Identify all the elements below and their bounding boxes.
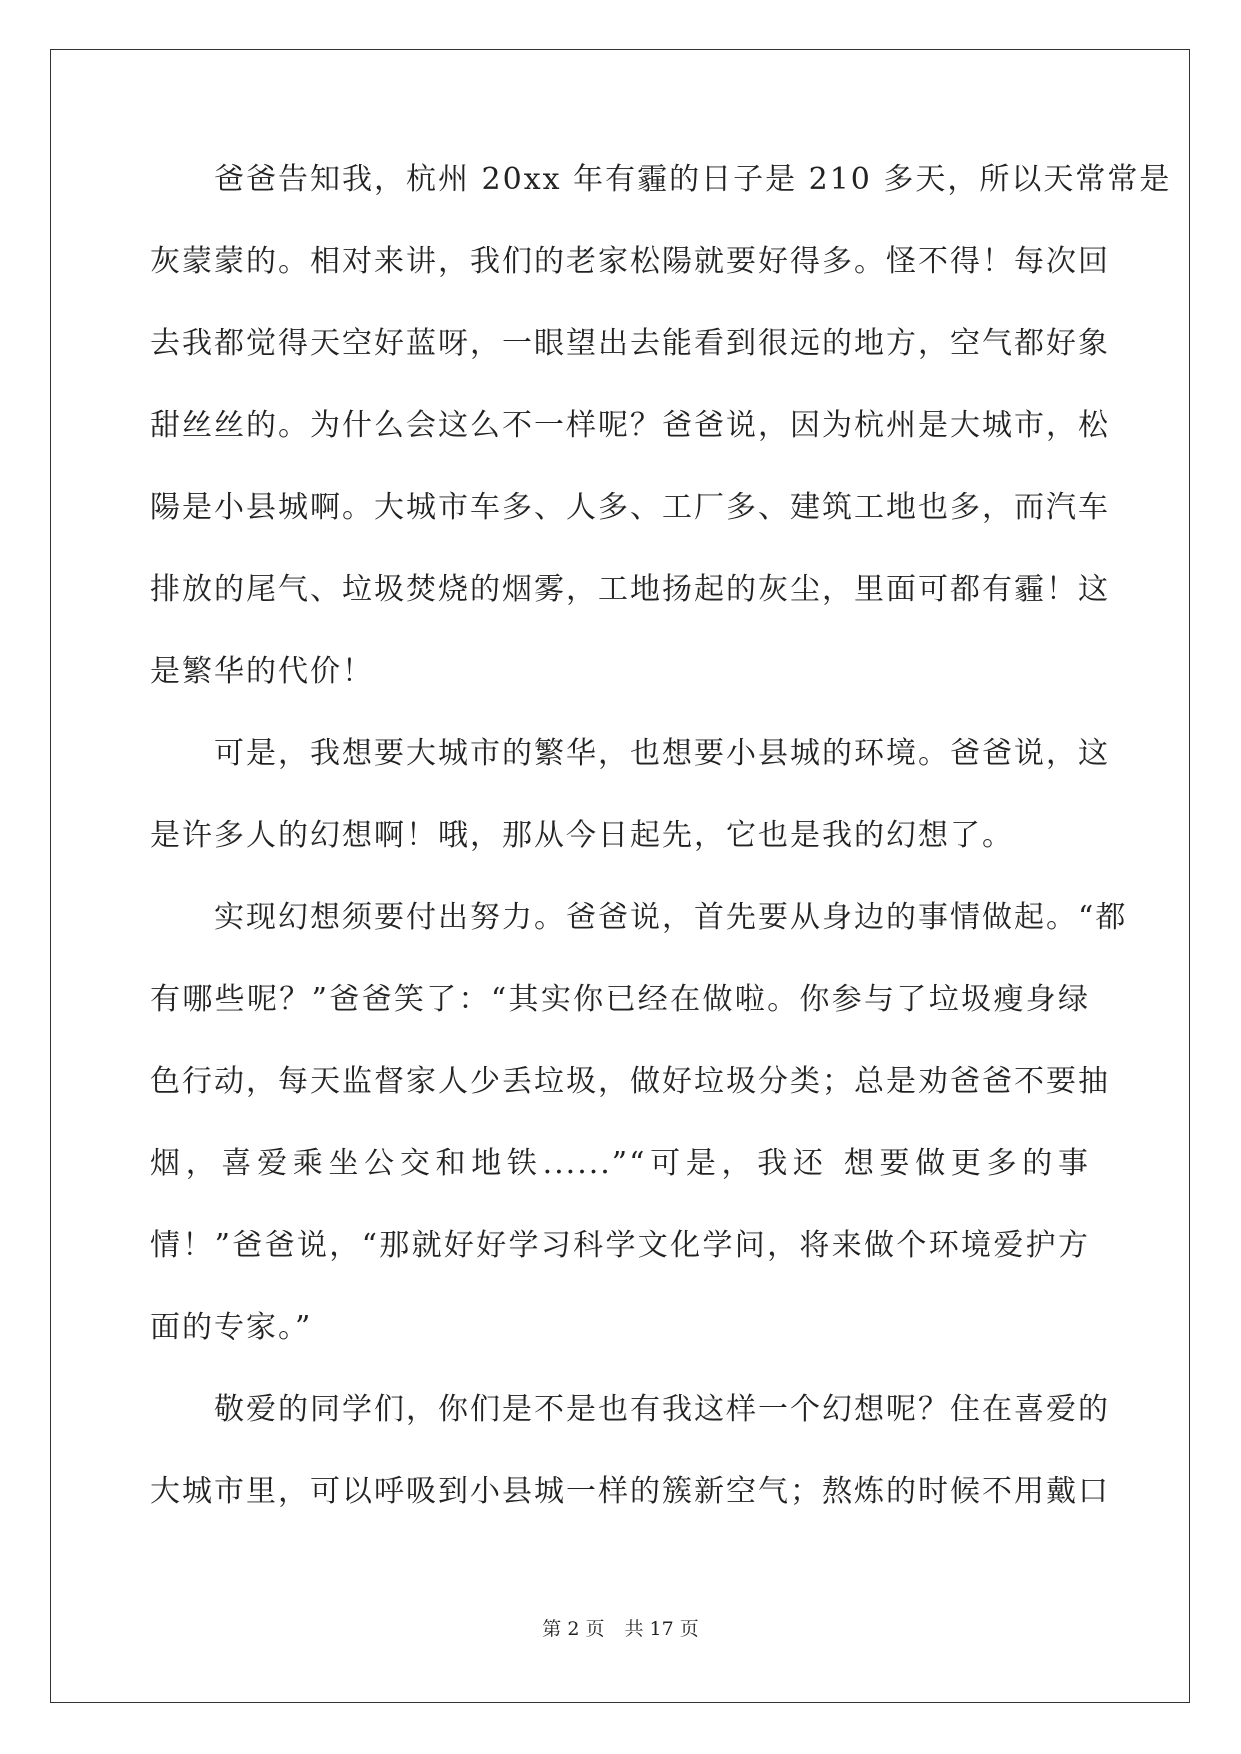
paragraph-line: 有哪些呢？”爸爸笑了：“其实你已经在做啦。你参与了垃圾瘦身绿: [150, 982, 1090, 1017]
paragraph-line: 烟，喜爱乘坐公交和地铁......”“可是，我还 想要做更多的事: [150, 1146, 1090, 1181]
paragraph-line: 陽是小县城啊。大城市车多、人多、工厂多、建筑工地也多，而汽车: [150, 490, 1110, 525]
document-body: [150, 155, 1172, 1549]
paragraph-line: 排放的尾气、垃圾焚烧的烟雾，工地扬起的灰尘，里面可都有霾！这: [150, 572, 1110, 607]
paragraph-line: 面的专家。”: [150, 1310, 313, 1345]
paragraph-line: 去我都觉得天空好蓝呀，一眼望出去能看到很远的地方，空气都好象: [150, 326, 1110, 361]
paragraph-line: 色行动，每天监督家人少丢垃圾，做好垃圾分类；总是劝爸爸不要抽: [150, 1064, 1110, 1099]
paragraph-line: 是繁华的代价！: [150, 654, 374, 689]
page-footer: [0, 1614, 1241, 1641]
paragraph-line: 情！”爸爸说，“那就好好学习科学文化学问，将来做个环境爱护方: [150, 1228, 1090, 1263]
paragraph-line: 敬爱的同学们，你们是不是也有我这样一个幻想呢？住在喜爱的: [214, 1392, 1110, 1427]
page-total: 共 17 页: [624, 1618, 699, 1640]
paragraph-line: 实现幻想须要付出努力。爸爸说，首先要从身边的事情做起。“都: [214, 900, 1128, 935]
paragraph-line: 大城市里，可以呼吸到小县城一样的簇新空气；熬炼的时候不用戴口: [150, 1474, 1110, 1509]
paragraph-line: 是许多人的幻想啊！哦，那从今日起先，它也是我的幻想了。: [150, 818, 1014, 853]
paragraph-line: 爸爸告知我，杭州 20xx 年有霾的日子是 210 多天，所以天常常是: [214, 162, 1172, 197]
paragraph-line: 可是，我想要大城市的繁华，也想要小县城的环境。爸爸说，这: [214, 736, 1110, 771]
paragraph-line: 灰蒙蒙的。相对来讲，我们的老家松陽就要好得多。怪不得！每次回: [150, 244, 1110, 279]
paragraph-line: 甜丝丝的。为什么会这么不一样呢？爸爸说，因为杭州是大城市，松: [150, 408, 1110, 443]
page-number: 第 2 页: [542, 1618, 605, 1640]
